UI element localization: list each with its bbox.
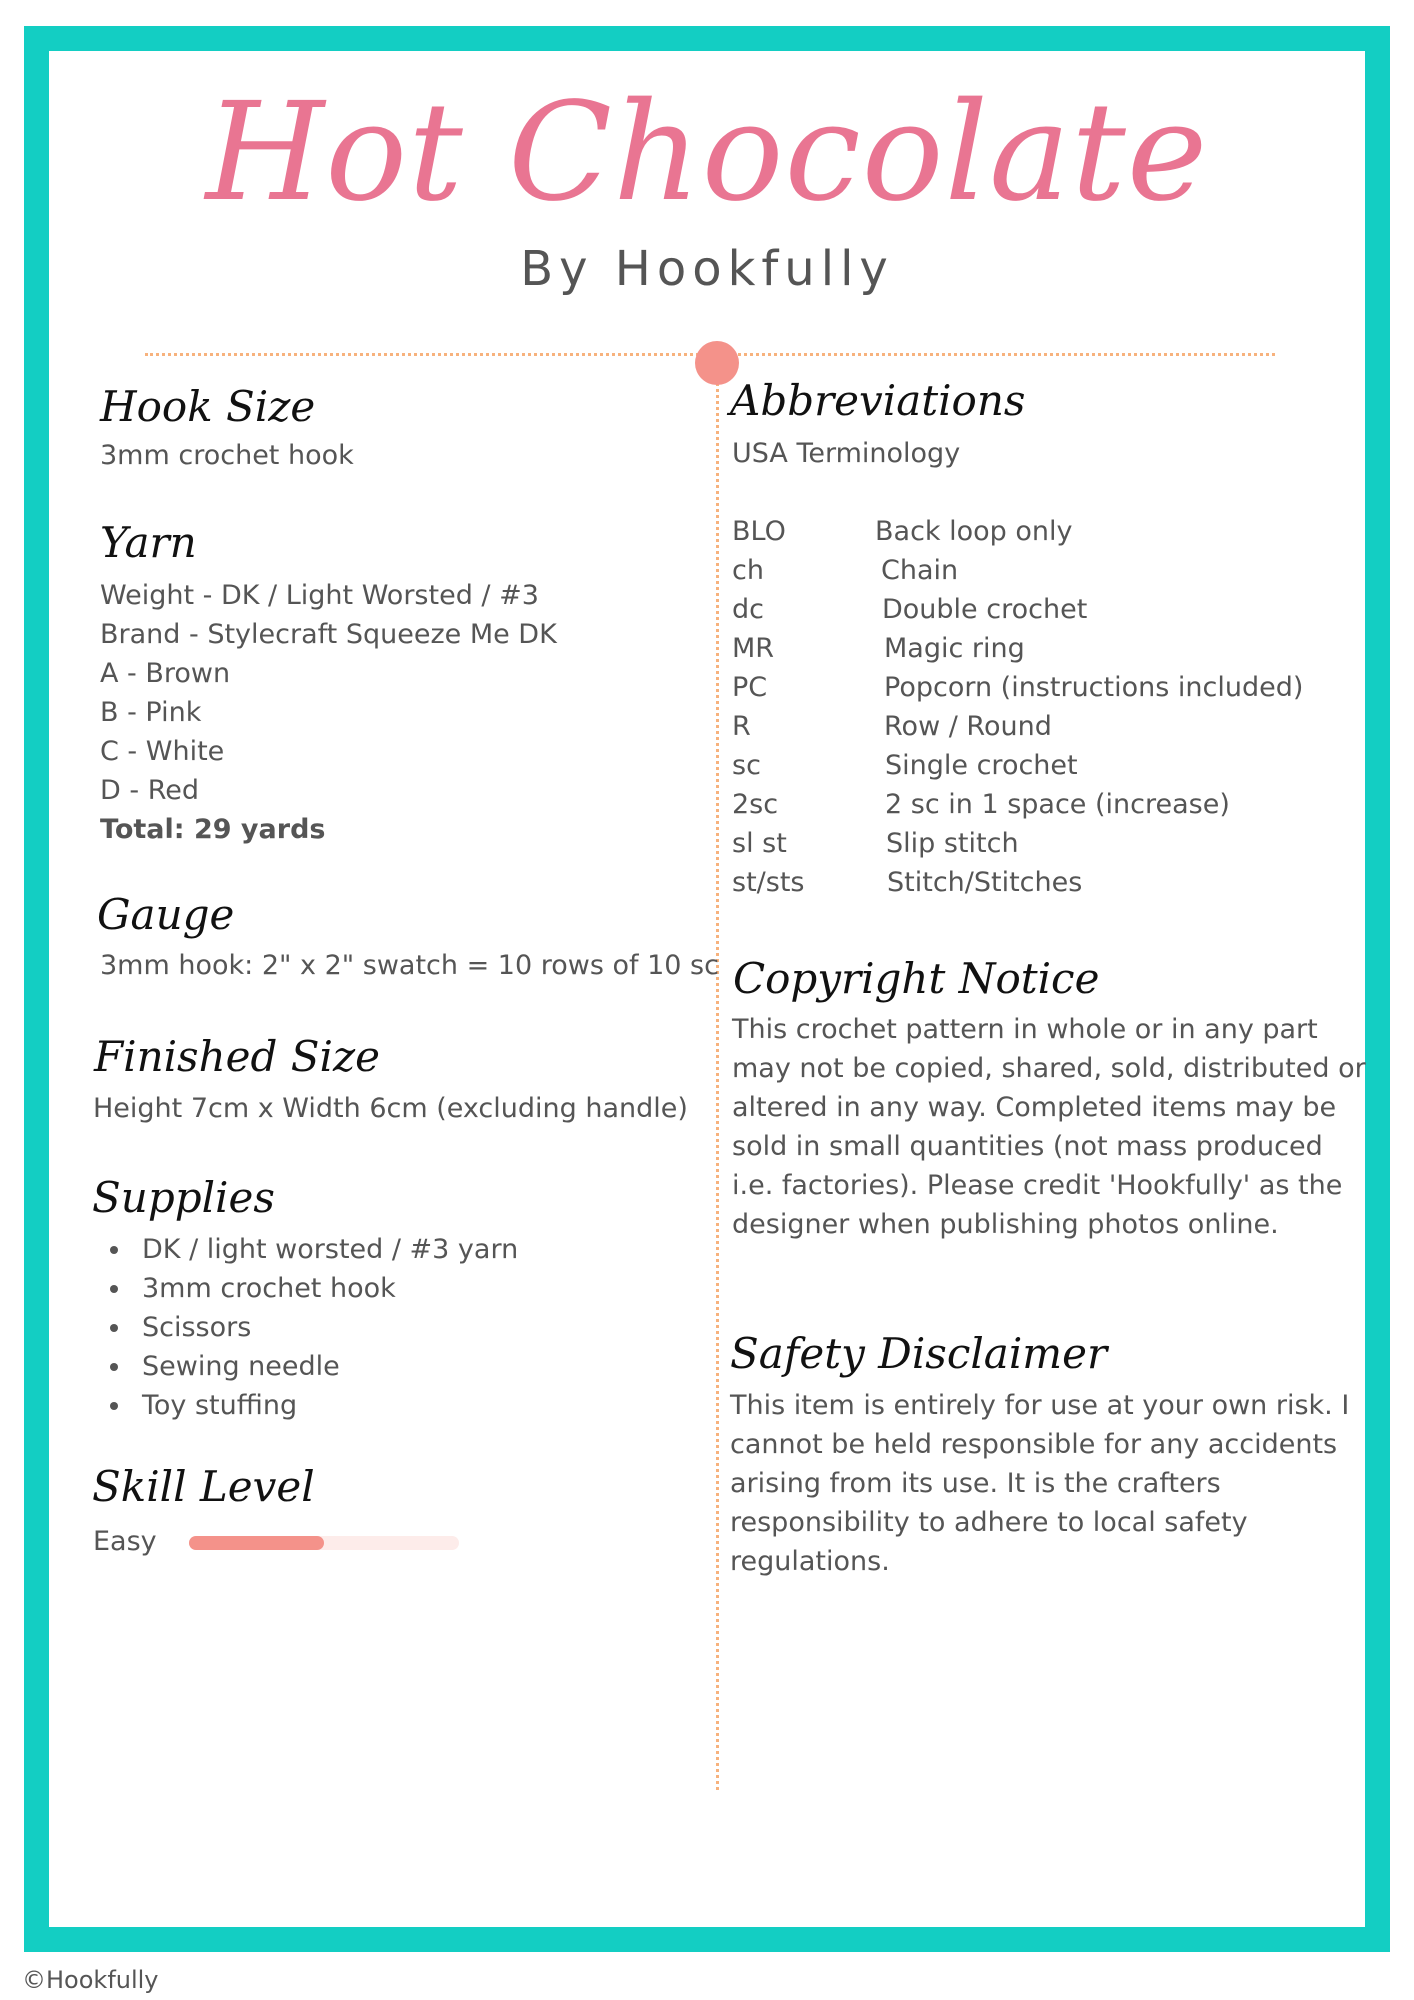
abbreviation-row [732, 629, 1352, 668]
yarn-line: Brand - Stylecraft Squeeze Me DK [100, 619, 557, 650]
bullet-icon [110, 1402, 118, 1410]
abbreviation-meaning: Back loop only [875, 516, 1073, 547]
hook-size-heading: Hook Size [100, 382, 316, 431]
abbreviation-row [732, 551, 1352, 590]
skill-level-fill [189, 1536, 324, 1550]
abbreviation-row [732, 863, 1352, 902]
list-item [92, 1386, 518, 1425]
skill-level-bar [189, 1536, 459, 1550]
supply-item: Sewing needle [142, 1351, 340, 1382]
supplies-list [92, 1230, 518, 1425]
abbreviation-meaning: Row / Round [884, 711, 1052, 742]
abbreviation-code: BLO [732, 516, 786, 547]
abbreviation-meaning: Stitch/Stitches [887, 867, 1083, 898]
vertical-divider [716, 370, 719, 1790]
skill-level-label: Easy [93, 1526, 157, 1557]
list-item [92, 1308, 518, 1347]
terminology-text: USA Terminology [732, 438, 961, 469]
page-border [24, 26, 1390, 1952]
yarn-total: Total: 29 yards [100, 814, 326, 845]
page-title: Hot Chocolate [205, 74, 1209, 232]
abbreviation-row [732, 746, 1352, 785]
footer-copyright: ©Hookfully [22, 1966, 159, 1994]
abbreviation-row [732, 668, 1352, 707]
abbreviation-code: 2sc [732, 789, 779, 820]
abbreviations-heading: Abbreviations [730, 376, 1026, 425]
bullet-icon [110, 1246, 118, 1254]
abbreviation-meaning: Popcorn (instructions included) [884, 672, 1304, 703]
page-subtitle: By Hookfully [520, 241, 894, 297]
yarn-line: D - Red [100, 775, 199, 806]
bullet-icon [110, 1363, 118, 1371]
list-item [92, 1269, 518, 1308]
abbreviation-code: st/sts [732, 867, 805, 898]
abbreviation-meaning: Magic ring [884, 633, 1025, 664]
abbreviation-meaning: Chain [881, 555, 959, 586]
gauge-text: 3mm hook: 2" x 2" swatch = 10 rows of 10 sc [100, 950, 719, 981]
skill-level-heading: Skill Level [92, 1462, 315, 1511]
yarn-line: B - Pink [100, 697, 202, 728]
abbreviation-row [732, 512, 1352, 551]
abbreviation-meaning: Double crochet [882, 594, 1088, 625]
abbreviation-meaning: Single crochet [885, 750, 1078, 781]
abbreviation-row [732, 590, 1352, 629]
yarn-line: Weight - DK / Light Worsted / #3 [100, 580, 539, 611]
copyright-notice-heading: Copyright Notice [733, 954, 1100, 1003]
abbreviation-code: dc [732, 594, 764, 625]
abbreviation-code: ch [732, 555, 764, 586]
abbreviation-row [732, 707, 1352, 746]
supplies-heading: Supplies [92, 1173, 275, 1222]
abbreviation-meaning: 2 sc in 1 space (increase) [885, 789, 1230, 820]
copyright-notice-text: This crochet pattern in whole or in any part may not be copied, shared, sold, distributed or altered in any way. Completed items may be sold in small quantities (not mass produced i.e. factories). Please credit 'Hookfully' as the designer when publishing photos online. [732, 1014, 1366, 1240]
abbreviation-code: PC [732, 672, 768, 703]
supply-item: DK / light worsted / #3 yarn [142, 1234, 519, 1265]
abbreviation-code: sl st [732, 828, 787, 859]
yarn-line: A - Brown [100, 658, 231, 689]
hook-size-text: 3mm crochet hook [100, 440, 354, 471]
finished-size-text: Height 7cm x Width 6cm (excluding handle) [93, 1093, 688, 1124]
gauge-heading: Gauge [97, 890, 235, 939]
finished-size-heading: Finished Size [94, 1032, 380, 1081]
safety-disclaimer-text: This item is entirely for use at your own risk. I cannot be held responsible for any accidents arising from its use. It is the crafters responsibility to adhere to local safety regulations. [730, 1390, 1350, 1577]
abbreviation-code: MR [732, 633, 775, 664]
supply-item: Scissors [142, 1312, 252, 1343]
abbreviation-row [732, 824, 1352, 863]
supply-item: 3mm crochet hook [142, 1273, 396, 1304]
yarn-heading: Yarn [100, 518, 197, 567]
supply-item: Toy stuffing [142, 1390, 298, 1421]
abbreviation-code: R [732, 711, 751, 742]
yarn-line: C - White [100, 736, 225, 767]
list-item [92, 1347, 518, 1386]
list-item [92, 1230, 518, 1269]
abbreviation-row [732, 785, 1352, 824]
abbreviation-code: sc [732, 750, 761, 781]
bullet-icon [110, 1324, 118, 1332]
abbreviation-meaning: Slip stitch [886, 828, 1019, 859]
bullet-icon [110, 1285, 118, 1293]
safety-disclaimer-heading: Safety Disclaimer [730, 1329, 1108, 1378]
